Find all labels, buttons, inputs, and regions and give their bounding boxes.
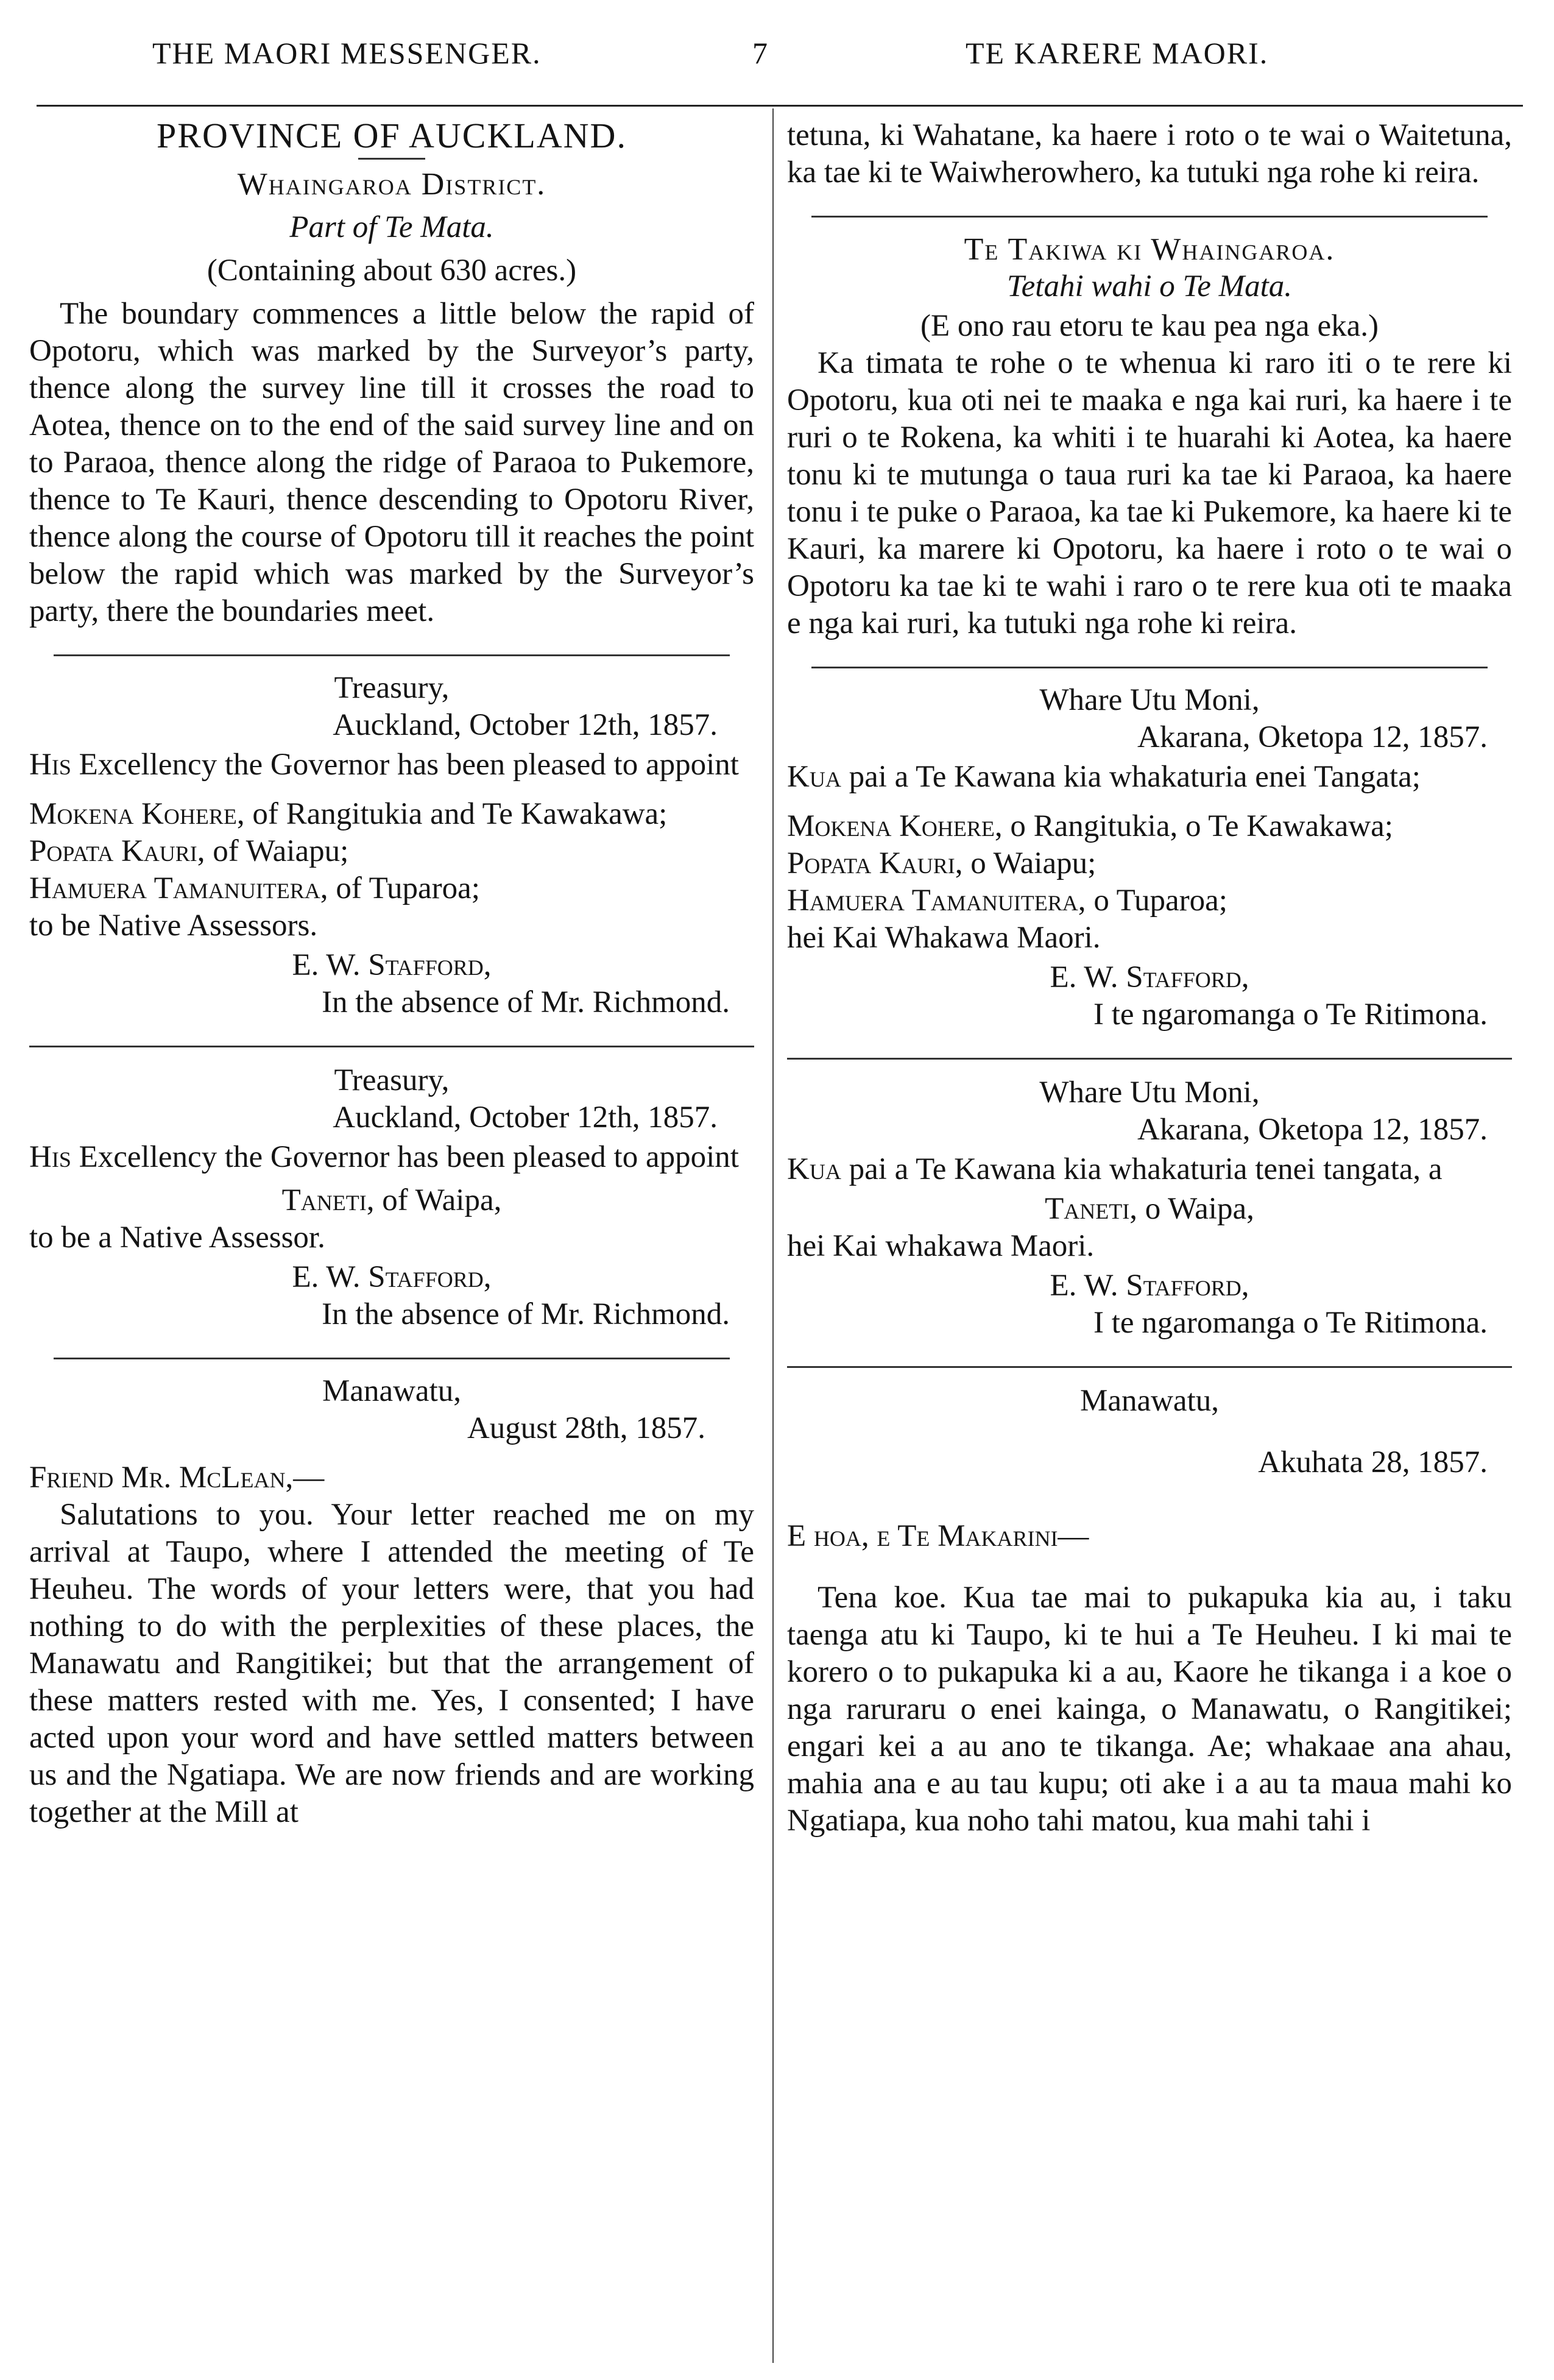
letter-maori	[787, 1383, 1512, 1840]
district-heading: Te Takiwa ki Whaingaroa.	[964, 232, 1335, 267]
letter-date: August 28th, 1857.	[467, 1411, 705, 1445]
notice-absence-line: In the absence of Mr. Richmond.	[322, 985, 730, 1019]
appointee-name: Hamuera Tamanuitera,	[787, 884, 1086, 918]
section-rule	[54, 1358, 730, 1359]
appointee-name: Popata Kauri,	[29, 834, 205, 868]
appointee-3	[787, 882, 1512, 919]
appointee-place: o Waipa,	[1145, 1192, 1254, 1226]
notice-absence-line: I te ngaromanga o Te Ritimona.	[1093, 997, 1488, 1032]
continued-text: tetuna, ki Wahatane, ka haere i roto o te wai o Waitetuna, ka tae ki te Waiwherowhero, ka tutuki nga rohe ki reira.	[787, 118, 1512, 189]
letter-salutation: Friend Mr. McLean,—	[29, 1461, 325, 1495]
treasury-notice-1-maori	[787, 682, 1512, 1033]
district-heading: Whaingaroa District.	[237, 167, 546, 202]
section-rule	[29, 1046, 754, 1047]
letter-english	[29, 1373, 754, 1831]
treasury-notice-1-english	[29, 670, 754, 1021]
appointee-name: Mokena Kohere,	[29, 797, 245, 831]
notice-role: to be Native Assessors.	[29, 908, 318, 943]
notice-intro-text: Excellency the Governor has been pleased to appoint	[79, 748, 739, 782]
notice-signatory	[787, 959, 1512, 996]
appointee-2	[787, 845, 1512, 882]
appointee-name: Mokena Kohere,	[787, 809, 1003, 843]
notice-intro-lead: Kua	[787, 760, 841, 794]
notice-office: Treasury,	[334, 671, 450, 705]
signatory-surname: Stafford,	[1126, 1269, 1249, 1303]
column-divider	[772, 108, 774, 2363]
notice-office: Treasury,	[334, 1063, 450, 1097]
letter-salutation: E hoa, e Te Makarini—	[787, 1519, 1089, 1553]
appointee	[787, 1191, 1512, 1228]
letter-date: Akuhata 28, 1857.	[1258, 1445, 1488, 1479]
part-heading: Part of Te Mata.	[289, 210, 494, 244]
letter-place: Manawatu,	[1079, 1384, 1219, 1418]
signatory-surname: Stafford,	[368, 948, 492, 982]
appointee-name: Hamuera Tamanuitera,	[29, 871, 328, 905]
notice-intro-text: pai a Te Kawana kia whakaturia enei Tangata;	[849, 760, 1421, 794]
treasury-notice-2-maori	[787, 1074, 1512, 1342]
appointee-1	[29, 796, 754, 833]
short-rule	[358, 158, 425, 160]
appointee-name: Taneti,	[1045, 1192, 1138, 1226]
section-rule	[787, 1058, 1512, 1060]
signatory-initials: E. W.	[1050, 960, 1118, 994]
appointee-place: o Rangitukia, o Te Kawakawa;	[1010, 809, 1393, 843]
notice-intro-lead: His	[29, 748, 71, 782]
appointee-place: o Waiapu;	[970, 846, 1097, 880]
appointee-name: Popata Kauri,	[787, 846, 963, 880]
notice-absence-line: In the absence of Mr. Richmond.	[322, 1297, 730, 1331]
notice-dateline: Akarana, Oketopa 12, 1857.	[1137, 720, 1488, 754]
acreage-note: (E ono rau etoru te kau pea nga eka.)	[920, 309, 1379, 343]
notice-signatory	[787, 1267, 1512, 1305]
notice-signatory	[29, 947, 754, 984]
notice-intro	[29, 1139, 754, 1176]
appointee-2	[29, 833, 754, 870]
boundary-description: Ka timata te rohe o te whenua ki raro iti o te rere ki Opotoru, kua oti nei te maaka e nga kai ruri, ka haere i te ruri o te Rokena, ka whiti i te huarahi ki Aotea, ka haere tonu ki te mutunga o taua ruri ka tae ki Paraoa, ka haere tonu i te puke o Paraoa, ka tae ki Pukemore, ka haere ki te Kauri, ka marere ki Opotoru, ka haere i roto o te wai o Opotoru ka tae ki te wahi i raro o te rere kua oti te maaka e nga kai ruri, ka tutuki nga rohe ki reira.	[787, 346, 1512, 640]
notice-intro-lead: Kua	[787, 1152, 841, 1186]
treasury-notice-2-english	[29, 1062, 754, 1333]
notice-role: hei Kai whakawa Maori.	[787, 1229, 1095, 1263]
notice-intro	[787, 1151, 1512, 1188]
section-rule	[54, 654, 730, 656]
signatory-surname: Stafford,	[368, 1260, 492, 1294]
notice-dateline: Auckland, October 12th, 1857.	[333, 708, 718, 742]
land-notice-english	[29, 117, 754, 630]
masthead-english-title: THE MAORI MESSENGER.	[152, 36, 542, 70]
appointee-place: of Rangitukia and Te Kawakawa;	[252, 797, 668, 831]
section-rule	[811, 216, 1488, 218]
notice-dateline: Auckland, October 12th, 1857.	[333, 1100, 718, 1135]
appointee	[29, 1182, 754, 1219]
signatory-surname: Stafford,	[1126, 960, 1249, 994]
maori-column	[787, 117, 1512, 1840]
appointee-3	[29, 870, 754, 907]
appointee-name: Taneti,	[281, 1183, 375, 1217]
notice-intro	[787, 759, 1512, 796]
appointee-1	[787, 808, 1512, 845]
section-rule	[787, 1366, 1512, 1368]
notice-intro-text: Excellency the Governor has been pleased to appoint	[79, 1140, 739, 1174]
boundary-description: The boundary commences a little below the rapid of Opotoru, which was marked by the Surveyor’s party, thence along the survey line till it crosses the road to Aotea, thence on to the end of the said survey line and on to Paraoa, thence along the ridge of Paraoa to Pukemore, thence to Te Kauri, thence descending to Opotoru River, thence along the course of Opotoru till it reaches the point below the rapid which was marked by the Surveyor’s party, there the boundaries meet.	[29, 297, 754, 628]
appointee-place: of Tuparoa;	[336, 871, 480, 905]
signatory-initials: E. W.	[1050, 1269, 1118, 1303]
notice-role: to be a Native Assessor.	[29, 1220, 325, 1255]
masthead-maori-title: TE KARERE MAORI.	[966, 36, 1269, 70]
province-heading: PROVINCE OF AUCKLAND.	[157, 116, 627, 155]
header-rule	[37, 105, 1523, 107]
acreage-note: (Containing about 630 acres.)	[207, 253, 577, 288]
section-rule	[811, 667, 1488, 668]
english-column	[29, 117, 754, 1831]
page-number: 7	[752, 36, 769, 70]
notice-absence-line: I te ngaromanga o Te Ritimona.	[1093, 1306, 1488, 1340]
notice-intro-lead: His	[29, 1140, 71, 1174]
notice-signatory	[29, 1259, 754, 1296]
notice-dateline: Akarana, Oketopa 12, 1857.	[1137, 1113, 1488, 1147]
notice-office: Whare Utu Moni,	[1039, 683, 1260, 717]
appointee-place: o Tuparoa;	[1093, 884, 1227, 918]
signatory-initials: E. W.	[292, 948, 361, 982]
part-heading: Tetahi wahi o Te Mata.	[1006, 269, 1293, 303]
notice-intro-text: pai a Te Kawana kia whakaturia tenei tangata, a	[849, 1152, 1443, 1186]
appointee-place: of Waiapu;	[213, 834, 349, 868]
land-notice-maori	[787, 231, 1512, 642]
notice-office: Whare Utu Moni,	[1039, 1075, 1260, 1110]
signatory-initials: E. W.	[292, 1260, 361, 1294]
notice-role: hei Kai Whakawa Maori.	[787, 921, 1101, 955]
letter-place: Manawatu,	[322, 1374, 461, 1408]
appointee-place: of Waipa,	[382, 1183, 502, 1217]
letter-body: Tena koe. Kua tae mai to pukapuka kia au, i taku taenga atu ki Taupo, ki te hui a Te Heuheu. I ki mai te korero o to pukapuka ki a au, Kaore he tikanga i a koe o nga raruraru o enei kainga, o Manawatu, o Rangitikei; engari kei a au ano te tikanga. Ae; whakaae ana ahau, mahia ana e au tau kupu; oti ake i a au ta maua mahi ko Ngatiapa, kua noho tahi matou, kua mahi tahi i	[787, 1581, 1512, 1838]
notice-intro	[29, 746, 754, 784]
letter-body: Salutations to you. Your letter reached me on my arrival at Taupo, where I attended the meeting of Te Heuheu. The words of your letters were, that you had nothing to do with the perplexities of these places, the Manawatu and Rangitikei; but that the arrangement of these matters rested with me. Yes, I consented; I have acted upon your word and have settled matters between us and the Ngatiapa. We are now friends and are working together at the Mill at	[29, 1498, 754, 1829]
